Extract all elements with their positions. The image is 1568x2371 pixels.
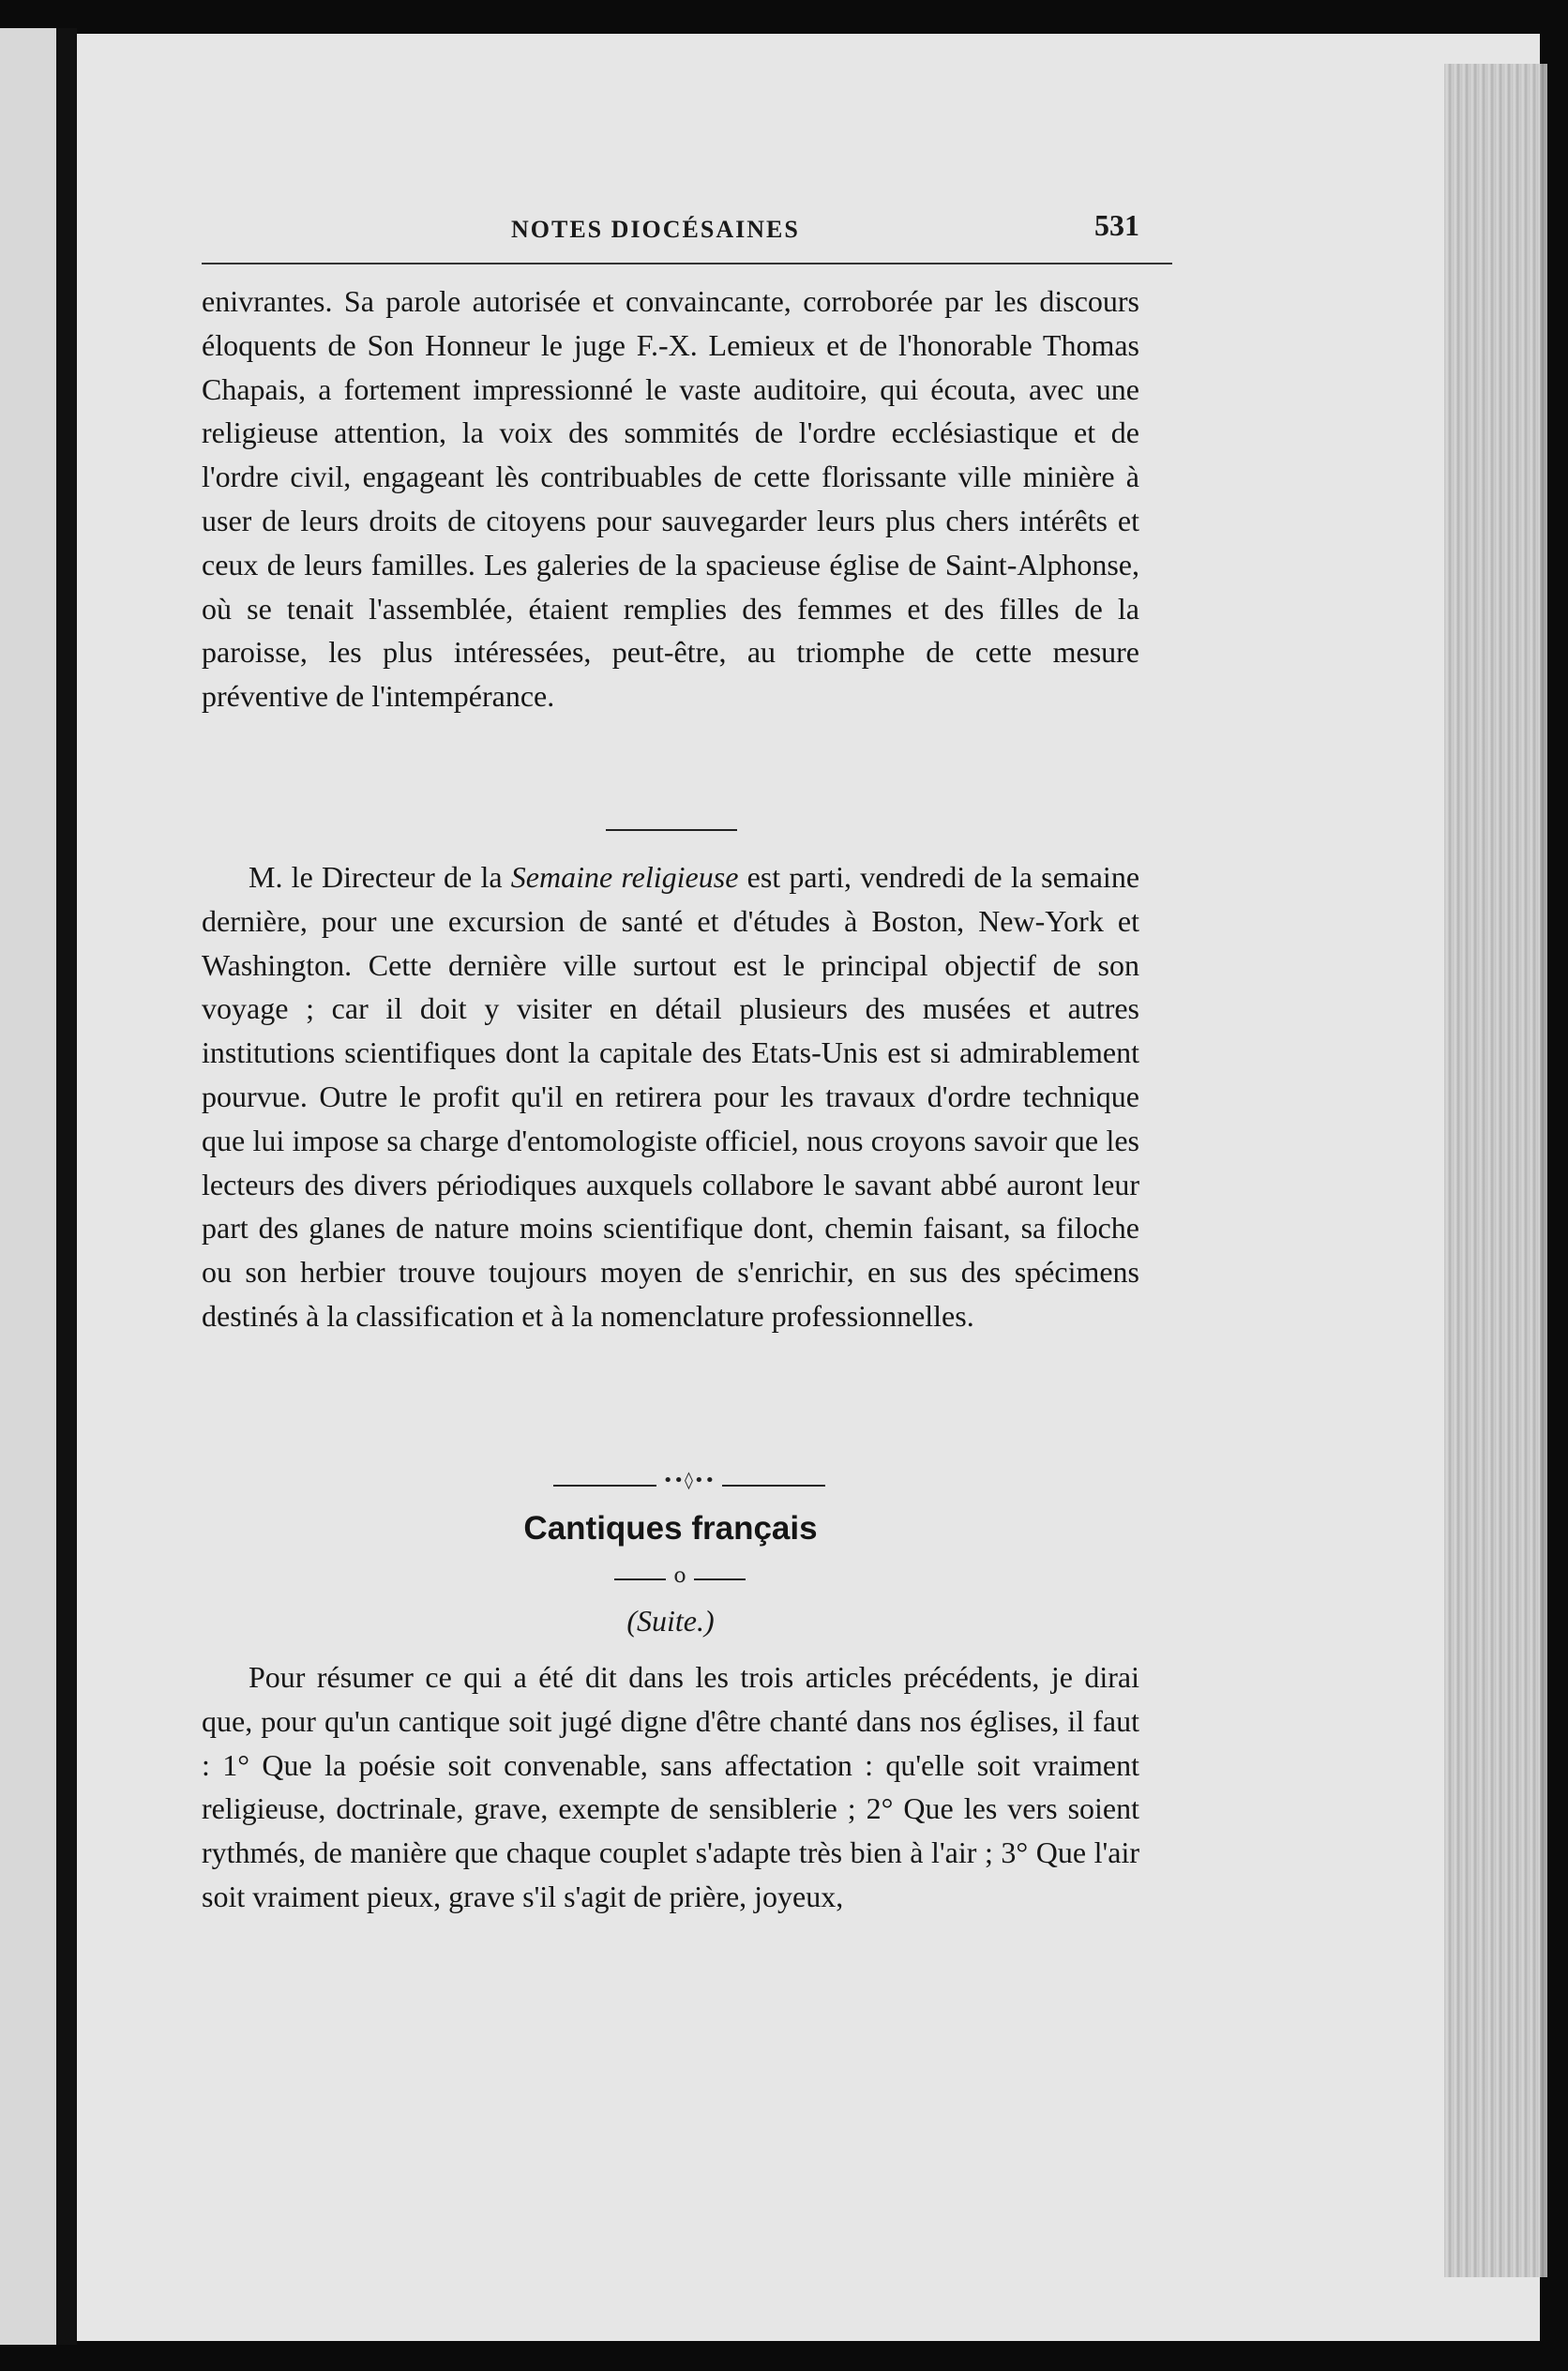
ornament-glyph: o — [673, 1564, 686, 1588]
ornament-line-left — [553, 1485, 656, 1487]
paragraph-temperance — [202, 279, 1139, 718]
section-divider — [606, 829, 737, 831]
ornament-glyph: ••◊•• — [662, 1471, 716, 1490]
ornament-line-right — [722, 1485, 825, 1487]
ornament-line-right — [694, 1578, 746, 1580]
paragraph-cantiques — [202, 1655, 1139, 1919]
paragraph-director — [202, 855, 1139, 1338]
ornamental-divider — [553, 1471, 825, 1495]
ornament-line-left — [614, 1578, 666, 1580]
running-title: NOTES DIOCÉSAINES — [511, 216, 800, 243]
small-ornamental-divider — [614, 1564, 746, 1588]
running-header — [202, 206, 1139, 253]
page-stack-edge — [1444, 64, 1547, 2277]
page-number: 531 — [1094, 208, 1139, 242]
publication-title: Semaine religieuse — [510, 860, 739, 894]
left-page-edge — [0, 28, 58, 2345]
paragraph-text-start: M. le Directeur de la — [249, 860, 511, 894]
paragraph-text-end: est parti, vendredi de la semaine dernière, pour une excursion de santé et d'études à Boston, New-York et Washington. Cette dernière ville surtout est le principal objectif de son voyage ; car il doit y visiter en détail plusieurs des musées et autres institutions scientifiques dont la capitale des Etats-Unis est si admirablement pourvue. Outre le profit qu'il en retirera pour les travaux d'ordre technique que lui impose sa charge d'entomologiste officiel, nous croyons savoir que les lecteurs des divers périodiques auxquels collabore le savant abbé auront leur part des glanes de nature moins scientifique dont, chemin faisant, sa filoche ou son herbier trouve toujours moyen de s'enrichir, en sus des spécimens destinés à la classification et à la nomenclature professionnelles. — [202, 860, 1140, 1333]
paragraph-text: Pour résumer ce qui a été dit dans les trois articles précédents, je dirai que, pour qu'un cantique soit jugé digne d'être chanté dans nos églises, il faut : 1° Que la poésie soit convenable, sans affectation : qu'elle soit vraiment religieuse, doctrinale, grave, exempte de sensiblerie ; 2° Que les vers soient rythmés, de manière que chaque couplet s'adapte très bien à l'air ; 3° Que l'air soit vraiment pieux, grave s'il s'agit de prière, joyeux, — [202, 1660, 1139, 1913]
section-subtitle: (Suite.) — [626, 1604, 715, 1638]
header-rule — [202, 263, 1172, 264]
section-title: Cantiques français — [523, 1510, 818, 1547]
paragraph-text: enivrantes. Sa parole autorisée et convaincante, corroborée par les discours éloquents de Son Honneur le juge F.-X. Lemieux et de l'honorable Thomas Chapais, a fortement impressionné le vaste auditoire, qui écouta, avec une religieuse attention, la voix des sommités de l'ordre ecclésiastique et de l'ordre civil, engageant lès contribuables de cette florissante ville minière à user de leurs droits de citoyens pour sauvegarder leurs plus chers intérêts et ceux de leurs familles. Les galeries de la spacieuse église de Saint-Alphonse, où se tenait l'assemblée, étaient remplies des femmes et des filles de la paroisse, les plus intéressées, peut-être, au triomphe de cette mesure préventive de l'intempérance. — [202, 284, 1139, 714]
paragraph-text — [202, 855, 1139, 1338]
book-gutter — [56, 28, 77, 2345]
